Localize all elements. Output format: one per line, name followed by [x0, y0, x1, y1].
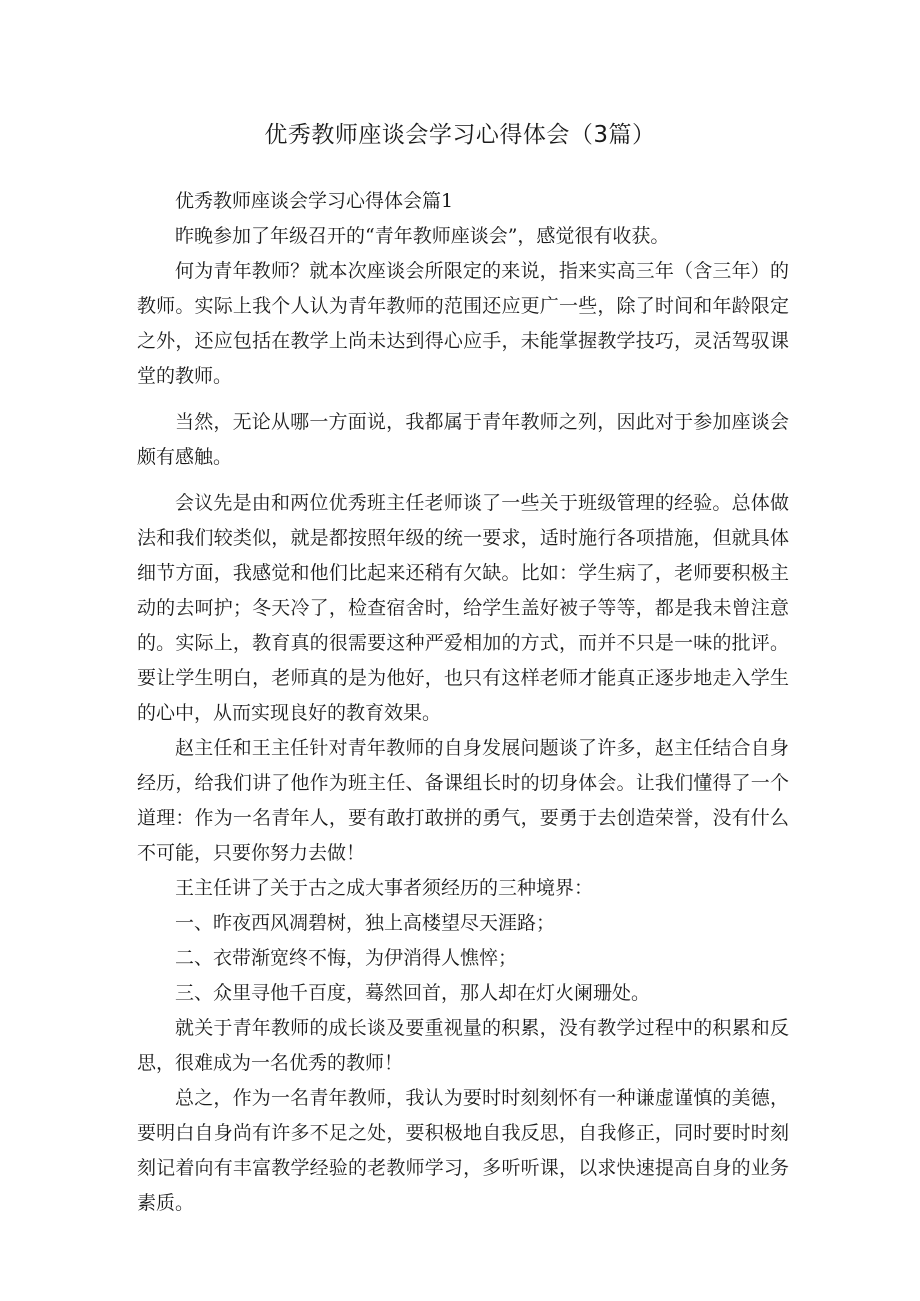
poem-line: 一、昨夜西风凋碧树，独上高楼望尽天涯路； — [175, 912, 556, 934]
paragraph: 王主任讲了关于古之成大事者须经历的三种境界： — [175, 877, 594, 899]
poem-line: 三、众里寻他千百度，蓦然回首，那人却在灯火阑珊处。 — [175, 982, 651, 1004]
poem-line: 二、衣带渐宽终不悔，为伊消得人憔悴； — [175, 947, 518, 969]
paragraph: 昨晚参加了年级召开的“青年教师座谈会”，感觉很有收获。 — [175, 225, 670, 247]
paragraph: 赵主任和王主任针对青年教师的自身发展问题谈了许多，赵主任结合自身经历，给我们讲了他作为班主任、备课组长时的切身体会。让我们懂得了一个道理：作为一名青年人，要有敢打敢拼的勇气，要勇于去创造荣誉，没有什么不可能，只要你努力去做！ — [137, 737, 789, 864]
paragraph: 何为青年教师？就本次座谈会所限定的来说，指来实高三年（含三年）的教师。实际上我个人认为青年教师的范围还应更广一些，除了时间和年龄限定之外，还应包括在教学上尚未达到得心应手，未能掌握教学技巧，灵活驾驭课堂的教师。 — [137, 260, 789, 387]
paragraph: 总之，作为一名青年教师，我认为要时时刻刻怀有一种谦虚谨慎的美德，要明白自身尚有许多不足之处，要积极地自我反思，自我修正，同时要时时刻刻记着向有丰富教学经验的老教师学习，多听听课，以求快速提高自身的业务素质。 — [137, 1087, 789, 1214]
document-title: 优秀教师座谈会学习心得体会（3篇） — [264, 122, 656, 148]
paragraph: 会议先是由和两位优秀班主任老师谈了一些关于班级管理的经验。总体做法和我们较类似，就是都按照年级的统一要求，适时施行各项措施，但就具体细节方面，我感觉和他们比起来还稍有欠缺。比如：学生病了，老师要积极主动的去呵护；冬天冷了，检查宿舍时，给学生盖好被子等等，都是我未曾注意的。实际上，教育真的很需要这种严爱相加的方式，而并不只是一味的批评。要让学生明白，老师真的是为他好，也只有这样老师才能真正逐步地走入学生的心中，从而实现良好的教育效果。 — [137, 492, 789, 724]
document-body — [137, 184, 789, 1221]
paragraph: 就关于青年教师的成长谈及要重视量的积累，没有教学过程中的积累和反思，很难成为一名优秀的教师！ — [137, 1017, 789, 1074]
paragraph: 当然，无论从哪一方面说，我都属于青年教师之列，因此对于参加座谈会颇有感触。 — [137, 411, 789, 468]
section-heading: 优秀教师座谈会学习心得体会篇1 — [175, 190, 454, 212]
